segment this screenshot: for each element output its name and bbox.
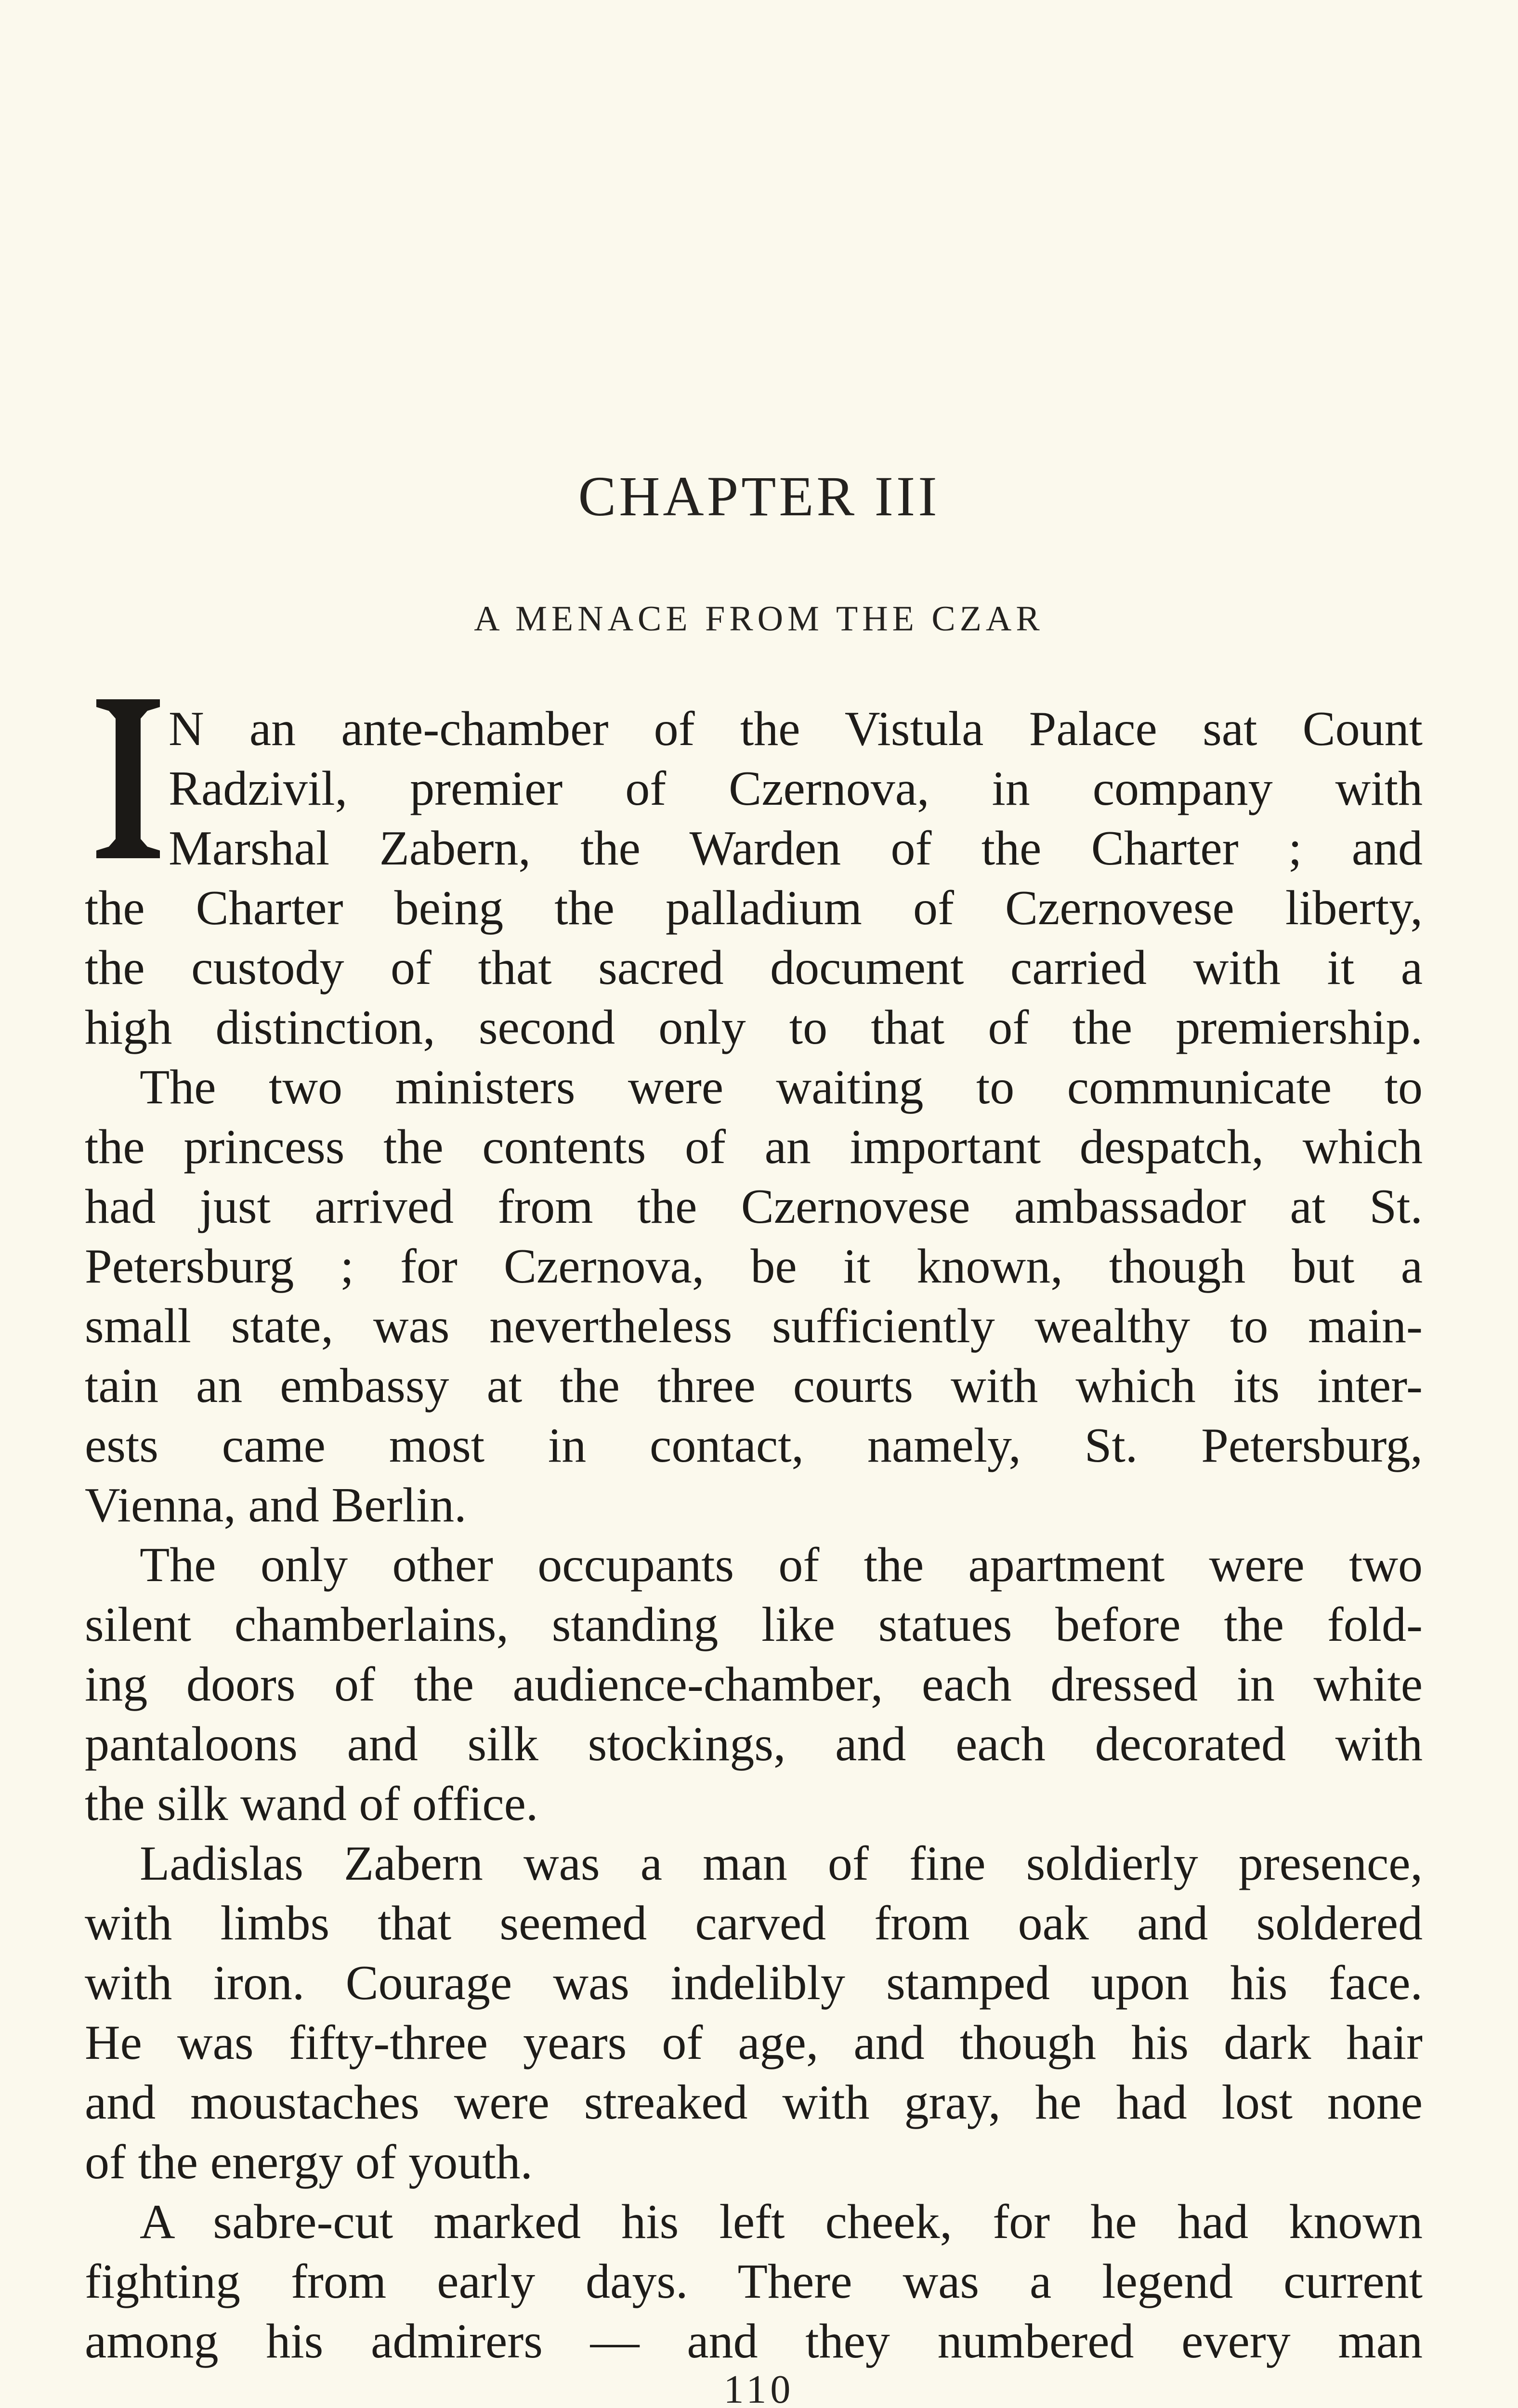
text-line: Petersburg ; for Czernova, be it known, though but a (85, 1239, 1423, 1294)
drop-cap-letter (94, 699, 162, 858)
text-line: He was fifty-three years of age, and though his dark hair (85, 2015, 1423, 2070)
text-line: pantaloons and silk stockings, and each decorated with (85, 1717, 1423, 1771)
chapter-title: CHAPTER III (578, 465, 940, 528)
text-line: of the energy of youth. (85, 2135, 533, 2189)
text-line: Ladislas Zabern was a man of fine soldierly presence, (140, 1836, 1423, 1891)
text-line: The only other occupants of the apartment were two (140, 1538, 1423, 1592)
text-line: Vienna, and Berlin. (85, 1478, 467, 1532)
text-line: ests came most in contact, namely, St. Petersburg, (85, 1418, 1423, 1473)
text-line: N an ante-chamber of the Vistula Palace sat Count (169, 702, 1423, 756)
text-line: high distinction, second only to that of the premiership. (85, 1000, 1423, 1055)
text-line: with iron. Courage was indelibly stamped upon his face. (85, 1956, 1423, 2010)
text-line: A sabre-cut marked his left cheek, for he had known (140, 2195, 1423, 2249)
drop-cap-glyph (94, 699, 162, 858)
text-line: had just arrived from the Czernovese ambassador at St. (85, 1179, 1423, 1234)
text-line: ing doors of the audience-chamber, each dressed in white (85, 1657, 1423, 1712)
text-line: with limbs that seemed carved from oak and soldered (85, 1896, 1423, 1950)
text-line: Radzivil, premier of Czernova, in company with (169, 761, 1423, 816)
page-number: 110 (723, 2367, 795, 2408)
text-line: among his admirers — and they numbered every man (85, 2314, 1423, 2369)
text-line: and moustaches were streaked with gray, he had lost none (85, 2075, 1423, 2130)
text-line: the custody of that sacred document carried with it a (85, 941, 1423, 995)
text-line: the Charter being the palladium of Czernovese liberty, (85, 881, 1423, 935)
text-line: small state, was nevertheless sufficiently wealthy to main- (85, 1299, 1423, 1353)
text-line: fighting from early days. There was a legend current (85, 2254, 1423, 2309)
text-line: tain an embassy at the three courts with which its inter- (85, 1359, 1423, 1413)
text-line: the silk wand of office. (85, 1777, 538, 1831)
chapter-subtitle: A MENACE FROM THE CZAR (474, 599, 1044, 639)
text-line: silent chamberlains, standing like statues before the fold- (85, 1597, 1423, 1652)
text-line: the princess the contents of an important despatch, which (85, 1120, 1423, 1174)
text-line: Marshal Zabern, the Warden of the Charter ; and (169, 821, 1423, 876)
text-line: The two ministers were waiting to communicate to (140, 1060, 1423, 1114)
